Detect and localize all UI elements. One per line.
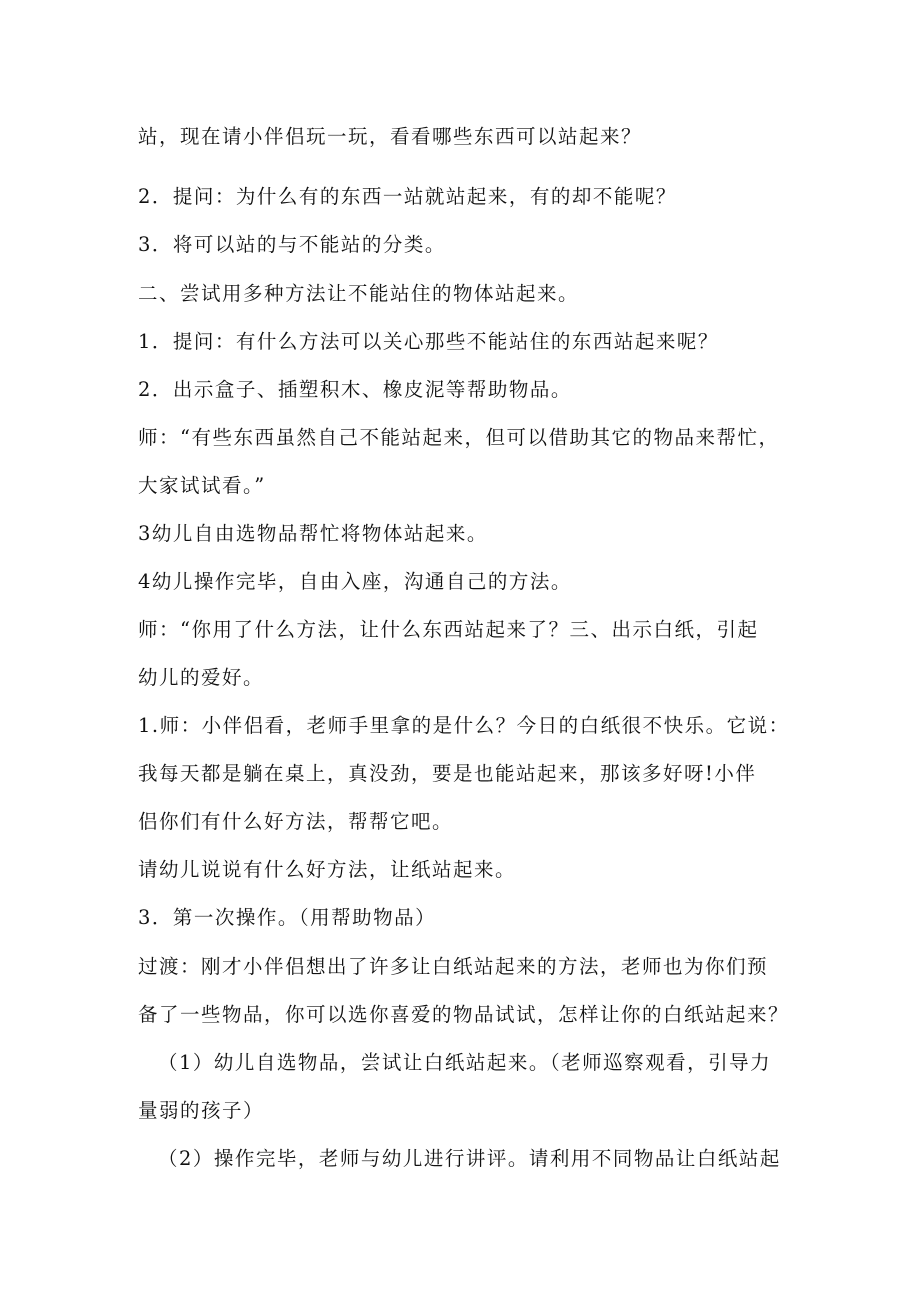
text-line: 4幼儿操作完毕，自由入座，沟通自己的方法。 bbox=[138, 570, 572, 593]
text-line: 站，现在请小伴侣玩一玩，看看哪些东西可以站起来？ bbox=[138, 125, 643, 148]
text-line: 量弱的孩子） bbox=[138, 1099, 265, 1122]
text-line: 2．出示盒子、插塑积木、橡皮泥等帮助物品。 bbox=[138, 378, 572, 401]
text-line: （1）幼儿自选物品，尝试让白纸站起来。（老师巡察观看，引导力 bbox=[158, 1051, 772, 1074]
text-line: 师：“你用了什么方法，让什么东西站起来了？三、出示白纸，引起 bbox=[138, 618, 759, 641]
text-line: 3．第一次操作。（用帮助物品） bbox=[138, 906, 437, 929]
section-heading: 二、尝试用多种方法让不能站住的物体站起来。 bbox=[138, 282, 580, 305]
text-line: （2）操作完毕，老师与幼儿进行讲评。请利用不同物品让白纸站起 bbox=[158, 1147, 781, 1170]
text-line: 1．提问：有什么方法可以关心那些不能站住的东西站起来呢？ bbox=[138, 330, 719, 353]
text-line: 幼儿的爱好。 bbox=[138, 666, 265, 689]
text-line: 2．提问：为什么有的东西一站就站起来，有的却不能呢？ bbox=[138, 185, 677, 208]
text-line: 侣你们有什么好方法，帮帮它吧。 bbox=[138, 810, 454, 833]
text-line: 大家试试看。” bbox=[138, 474, 266, 497]
text-line: 我每天都是躺在桌上，真没劲，要是也能站起来，那该多好呀!小伴 bbox=[138, 762, 757, 785]
text-line: 师：“有些东西虽然自己不能站起来，但可以借助其它的物品来帮忙， bbox=[138, 426, 780, 449]
text-line: 3．将可以站的与不能站的分类。 bbox=[138, 233, 446, 256]
text-line: 3幼儿自由选物品帮忙将物体站起来。 bbox=[138, 522, 488, 545]
text-line: 过渡：刚才小伴侣想出了许多让白纸站起来的方法，老师也为你们预 bbox=[138, 955, 769, 978]
text-line: 备了一些物品，你可以选你喜爱的物品试试，怎样让你的白纸站起来？ bbox=[138, 1003, 790, 1026]
text-line: 1.师：小伴侣看，老师手里拿的是什么？今日的白纸很不快乐。它说： bbox=[138, 714, 790, 737]
text-line: 请幼儿说说有什么好方法，让纸站起来。 bbox=[138, 858, 517, 881]
